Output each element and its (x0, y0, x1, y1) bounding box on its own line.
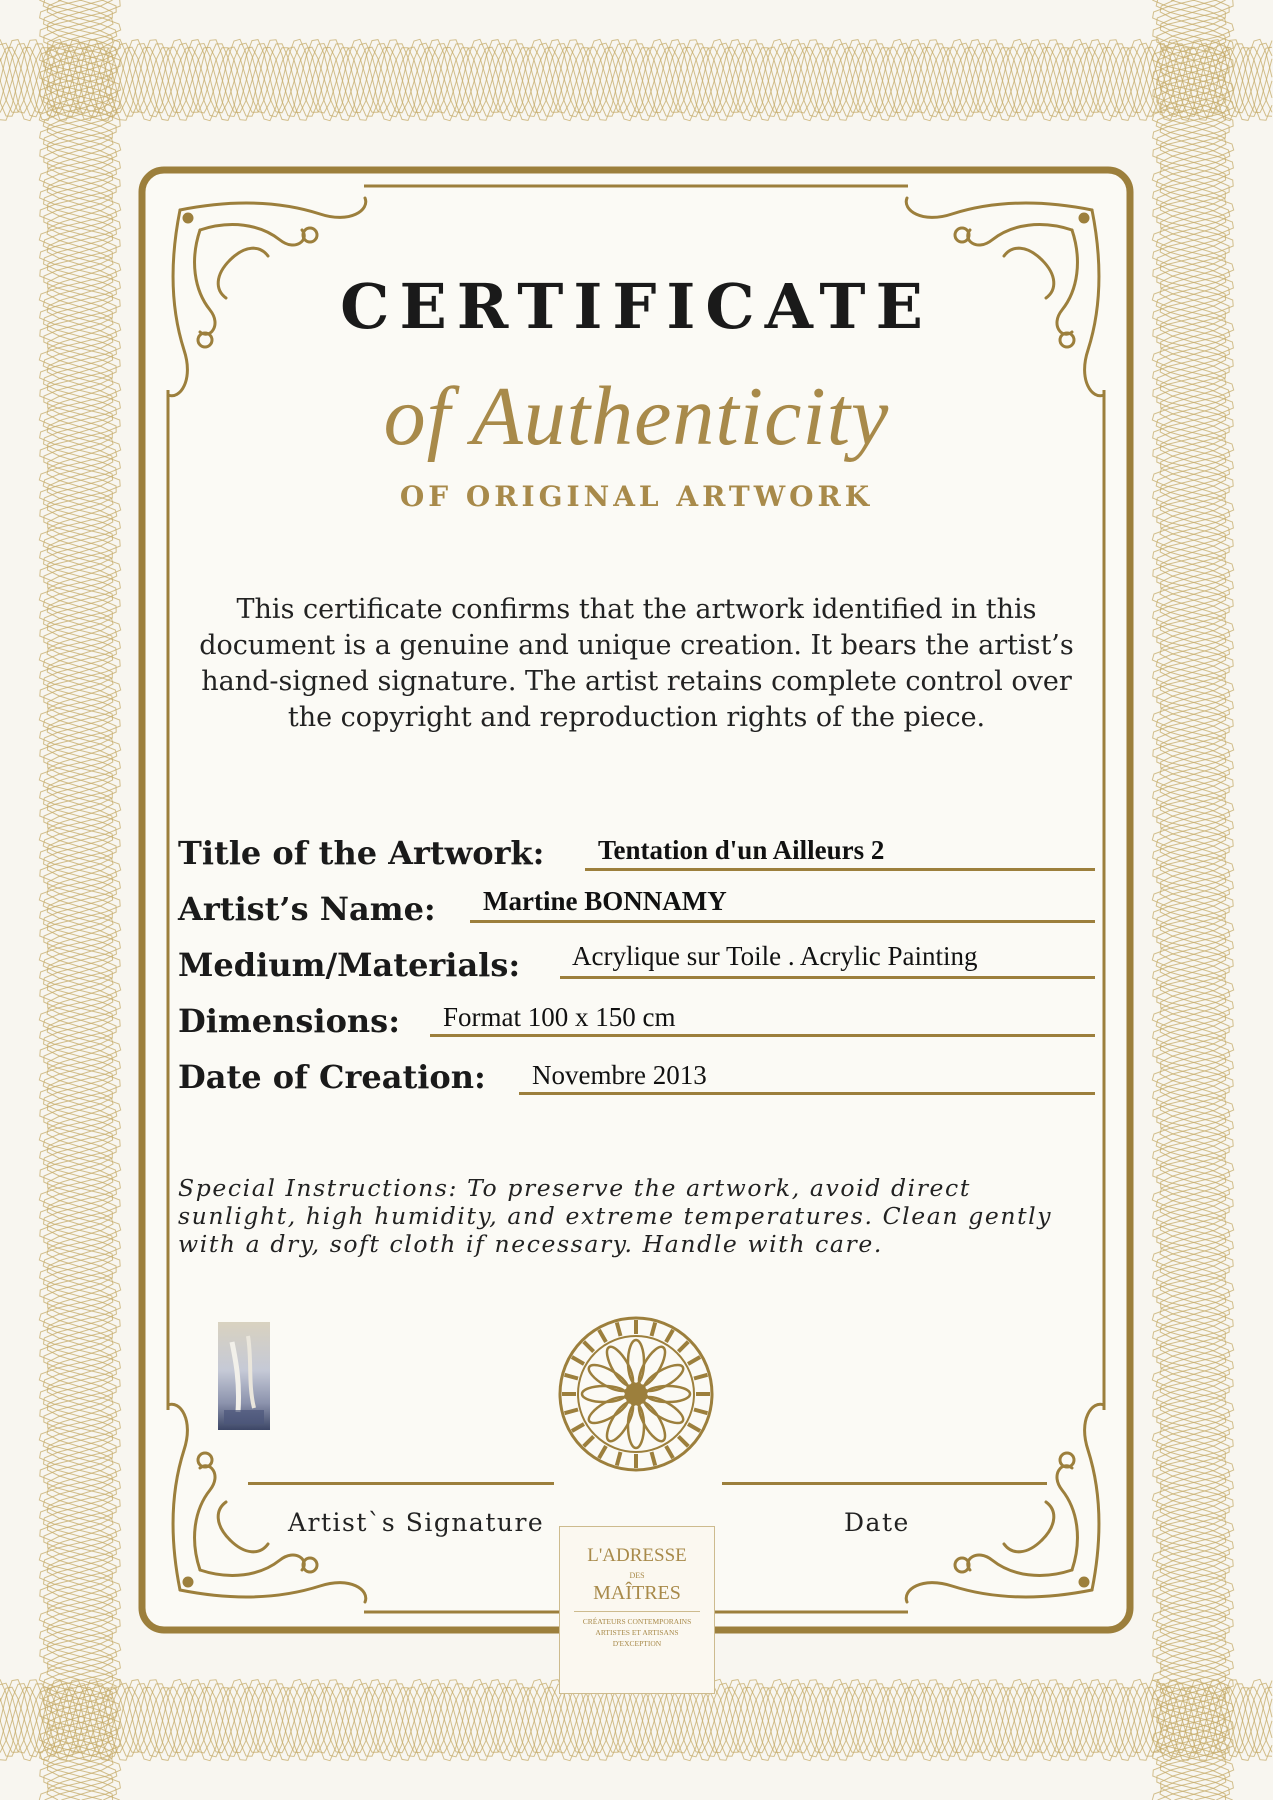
seal-petal (628, 1404, 644, 1448)
seal-ray (584, 1436, 594, 1446)
logo-line-1: L'ADRESSE (587, 1545, 687, 1566)
medium-label: Medium/Materials: (178, 946, 521, 984)
seal-ray (688, 1424, 700, 1431)
certificate-statement: This certificate confirms that the artwork identified in this document is a genuine and unique creation. It bears the artist’s hand-signed signature. The artist retains complete control over the copyright and reproduction rights of the piece. (199, 594, 1074, 733)
seal-ray (565, 1410, 579, 1414)
logo-line-3: MAÎTRES (593, 1582, 681, 1604)
seal-ray (666, 1446, 673, 1458)
special-instructions: Special Instructions: To preserve the artwork, avoid direct sunlight, high humidity, and extreme temperatures. Clean gently with a dry, soft cloth if necessary. Handle with care. (178, 1174, 1053, 1258)
title-line (585, 868, 1095, 871)
artist-label: Artist’s Name: (178, 890, 436, 928)
rosette-seal-icon (556, 1314, 716, 1474)
certificate-script-title: of Authenticity (383, 370, 890, 463)
seal-petal (585, 1360, 631, 1396)
date-creation-value: Novembre 2013 (532, 1060, 707, 1090)
seal-petal (641, 1392, 687, 1428)
seal-ray (652, 1323, 656, 1337)
seal-ray (599, 1446, 606, 1458)
seal-ray (617, 1452, 621, 1466)
title-label: Title of the Artwork: (178, 834, 545, 872)
seal-ray (572, 1424, 584, 1431)
title-value: Tentation d'un Ailleurs 2 (598, 835, 885, 865)
seal-ray (572, 1357, 584, 1364)
logo-line-2: DES (629, 1571, 645, 1580)
date-creation-label: Date of Creation: (178, 1058, 486, 1096)
dimensions-label: Dimensions: (178, 1002, 400, 1040)
certificate-title: CERTIFICATE (340, 270, 933, 343)
dimensions-line (430, 1034, 1095, 1037)
seal-petal (602, 1399, 638, 1445)
medium-value: Acrylique sur Toile . Acrylic Painting (572, 941, 978, 971)
logo-rule (574, 1611, 700, 1612)
artist-value: Martine BONNAMY (483, 886, 727, 916)
seal-ray (565, 1375, 579, 1379)
seal-center (626, 1384, 646, 1404)
date-line (722, 1482, 1047, 1485)
seal-ray (694, 1375, 708, 1379)
seal-ray (694, 1410, 708, 1414)
signature-line (248, 1482, 554, 1485)
seal-petal (582, 1386, 626, 1402)
seal-ray (678, 1436, 688, 1446)
seal-petal (646, 1386, 690, 1402)
seal-petal (628, 1340, 644, 1384)
logo-badge (559, 1526, 715, 1694)
logo-tagline-2: ARTISTES ET ARTISANS (595, 1628, 679, 1637)
seal-petal (602, 1343, 638, 1389)
seal-ray (666, 1330, 673, 1342)
artist-signature-label: Artist`s Signature (288, 1508, 545, 1537)
signature-date-label: Date (844, 1508, 910, 1537)
dimensions-value: Format 100 x 150 cm (443, 1002, 676, 1032)
logo-tagline-1: CRÉATEURS CONTEMPORAINS (582, 1617, 692, 1626)
date-creation-line (519, 1092, 1095, 1095)
seal-ray (688, 1357, 700, 1364)
seal-ray (652, 1452, 656, 1466)
medium-line (560, 976, 1095, 979)
logo-tagline-3: D'EXCEPTION (612, 1639, 662, 1648)
artwork-thumbnail (218, 1322, 270, 1430)
seal-ray (678, 1342, 688, 1352)
seal-ray (584, 1342, 594, 1352)
seal-ray (617, 1323, 621, 1337)
seal-ray (599, 1330, 606, 1342)
certificate-subtitle: OF ORIGINAL ARTWORK (399, 480, 874, 513)
seal-petal (634, 1343, 670, 1389)
artist-line (470, 920, 1095, 923)
